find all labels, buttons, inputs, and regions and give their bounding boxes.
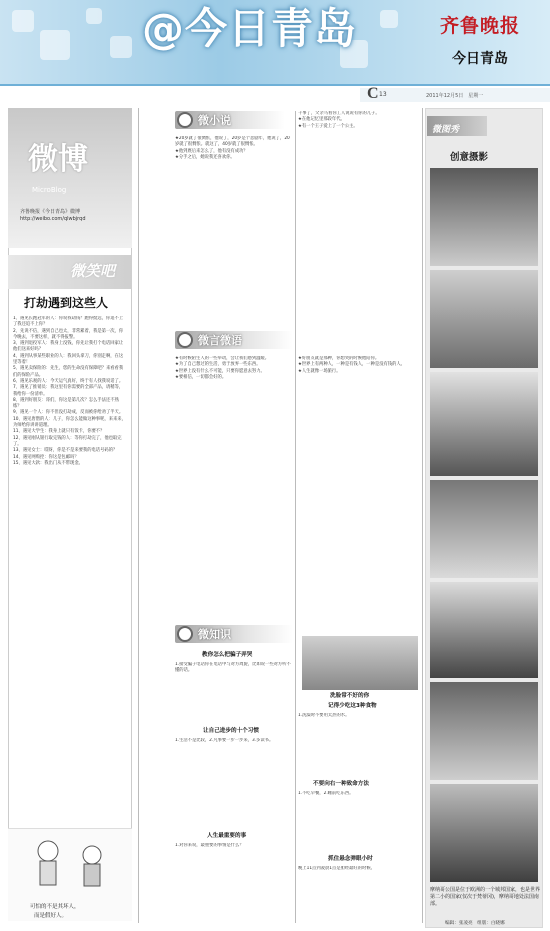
knowledge-body: 1.对你来说，最重要的事情是什么？ — [175, 843, 244, 848]
section-icon — [177, 626, 193, 642]
knowledge-heading: 人生最重要的事 — [207, 833, 247, 839]
knowledge-body: 晚上11点到凌晨1点是胆经最旺的时候。 — [298, 866, 375, 871]
photo-1 — [430, 168, 538, 266]
photo-6 — [430, 682, 538, 780]
section-icon — [177, 332, 193, 348]
story-paragraph: ★20岁就了很惆怅，他说了，20岁是个悲剧年，他说了，20岁就了很惆怅。就这了，40岁就了很惆怅。 — [175, 136, 290, 148]
article-paragraph: 6、遇见乐观的人：今天运气真好，终于有人找我说话了。 — [13, 378, 124, 384]
newspaper-logo: 齐鲁晚报 — [440, 15, 521, 37]
knowledge-body: 1.生活不是比较，2.凡事要一步一步来，3.多读书。 — [175, 738, 274, 743]
knowledge-heading: 不要向右一种致命方法 — [313, 781, 369, 787]
story-column — [298, 111, 420, 321]
page-letter: C — [367, 85, 379, 102]
photo-4 — [430, 480, 538, 578]
article-paragraph: 13、遇见女士：哎呀，你是不是来要我的电话号码的？ — [13, 448, 118, 454]
knowledge-body: 1.不吃早餐，2.睡前吃东西。 — [298, 791, 354, 796]
article-paragraph: 9、遇见一个人：你不但没打劫成，反而被你给劝了半天。 — [13, 410, 124, 416]
knowledge-heading: 抓住悬念弹眼小时 — [328, 856, 373, 862]
photo-2 — [430, 270, 538, 368]
decor-square — [110, 36, 132, 58]
story-paragraph: ★有一个王子爱上了一个公主。 — [298, 123, 358, 129]
decor-square — [12, 10, 34, 32]
cartoon-caption: 而是假好人。 — [34, 913, 68, 919]
weibo-title: 微博 — [28, 142, 88, 177]
article-paragraph: 14、遇见网购控：你这是包邮吗？ — [13, 454, 79, 460]
knowledge-body: 1.接受骗子电话你在电话中与对方周旋，比如说一些对方听不懂的话。 — [175, 662, 291, 674]
article-paragraph: 2、先说不信，遇到自己也太，非常累着，我是第一次，你今晚去，不要这样，就不得报警。 — [13, 328, 124, 340]
quote-column — [298, 356, 420, 611]
knowledge-heading: 洗脸常不好的你 — [330, 693, 370, 699]
section-title: 微知识 — [198, 628, 231, 641]
quote-paragraph: ★人生就像一场旅行。 — [298, 368, 341, 374]
story-paragraph: ★他到底后来怎么了，他有没有成功？ — [175, 148, 248, 154]
quote-paragraph: ★要相信，一切都会好的。 — [175, 374, 227, 380]
story-paragraph: ★在他记忆里那段年代。 — [298, 117, 345, 123]
photo-section-title: 创意摄影 — [450, 152, 489, 163]
decor-square — [380, 10, 398, 28]
page-title: @今日青岛 — [142, 4, 358, 53]
section-name: 今日青岛 — [452, 51, 508, 67]
column-divider — [138, 108, 139, 923]
quote-paragraph: ★好朋友就是那种，你想哭的时候他陪你。 — [298, 356, 380, 361]
article-title: 打劫遇到这些人 — [24, 296, 109, 310]
weibo-caption: 齐鲁晚报《今日青岛》微博 — [20, 209, 81, 215]
weibo-subtitle: MicroBlog — [32, 186, 67, 194]
photo-section-tag: 微图秀 — [432, 125, 460, 135]
quote-paragraph: ★世界上有两种人，一种是有钱人，一种是没有钱的人。 — [298, 362, 405, 368]
article-paragraph: 12、遇见刚从银行取完钱的人：等你打劫完了，他也取完了。 — [13, 435, 122, 447]
weixiao-title: 微笑吧 — [70, 262, 116, 280]
quote-paragraph: ★有时候陌生人的一些举动，会让我们感到温暖。 — [175, 356, 270, 361]
quote-paragraph: ★世界上没有什么不可能，只要你愿意去努力。 — [175, 368, 265, 374]
decor-square — [40, 30, 70, 60]
story-paragraph: 干事了，父亲马看你工人说说有你的儿子。 — [298, 111, 380, 116]
knowledge-subheading: 记得少吃这3种食物 — [328, 703, 377, 709]
article-paragraph: 3、遇到退役军人：我身上没钱，你先让我打个电话回家让他们送来好吗？ — [13, 341, 124, 353]
column-divider — [422, 108, 423, 923]
knowledge-body: 1.洗澡时不要用太热的水。 — [298, 713, 350, 718]
article-photo — [302, 636, 418, 690]
decor-square — [86, 8, 102, 24]
article-paragraph: 15、遇见大款：我出门从不带现金。 — [13, 460, 83, 466]
editor-credits: 编辑：张凌亮 组版：白晓娜 — [445, 921, 505, 926]
issue-date: 2011年12月5日 星期一 — [426, 93, 484, 99]
article-paragraph: 11、遇见大学生：我身上就只有饭卡，你要不？ — [13, 429, 105, 435]
knowledge-heading: 让自己进步的十个习惯 — [203, 728, 259, 734]
article-body — [13, 316, 127, 821]
section-title: 微言微语 — [198, 334, 242, 347]
photo-3 — [430, 372, 538, 476]
article-paragraph: 10、遇见唐僧的人：儿子，你怎么能做这种事呢，来来来，为师给你讲讲道理。 — [13, 416, 126, 429]
cartoon-caption: 可怕的不是其坏人， — [30, 904, 80, 910]
photo-5 — [430, 582, 538, 678]
article-paragraph: 5、遇见卖保险的：先生，您的生命没有保障吧？来看看我们的保险产品。 — [13, 366, 124, 378]
article-paragraph: 8、遇到好朋友：哥们，你这是第几次？怎么手法还不熟练？ — [13, 397, 119, 410]
page-number: 13 — [379, 91, 387, 98]
quote-column — [175, 356, 293, 611]
article-paragraph: 4、遇到从事某些职业的人：我回头拿刀，你别走啊，在这里等着！ — [13, 353, 124, 366]
photo-7 — [430, 784, 538, 882]
column-divider — [295, 111, 296, 923]
section-icon — [177, 112, 193, 128]
weibo-url[interactable]: http://weibo.com/qlwbjrqd — [20, 216, 86, 222]
article-paragraph: 1、遇见长跑冠军的人：你说我劫钱？跑得挺远，你追不上了我还追不上你？ — [13, 316, 124, 328]
article-paragraph: 7、遇见了推销员：我这里有你需要的全部产品，请稍等，我给你一份清单。 — [13, 385, 124, 397]
quote-paragraph: ★为了自己想过的生活，勇于放弃一些东西。 — [175, 362, 261, 368]
knowledge-heading: 教你怎么把骗子弄哭 — [202, 652, 253, 658]
section-title: 微小说 — [198, 114, 231, 127]
story-paragraph: ★分手之后，她说我还喜欢你。 — [175, 154, 235, 160]
photo-caption: 摩纳哥公国是位于欧洲的一个城邦国家，也是世界第二小的国家(仅次于梵蒂冈)，摩纳哥地处法国南部。 — [430, 887, 541, 907]
cartoon-figure-icon — [8, 829, 132, 899]
story-column — [175, 136, 293, 321]
